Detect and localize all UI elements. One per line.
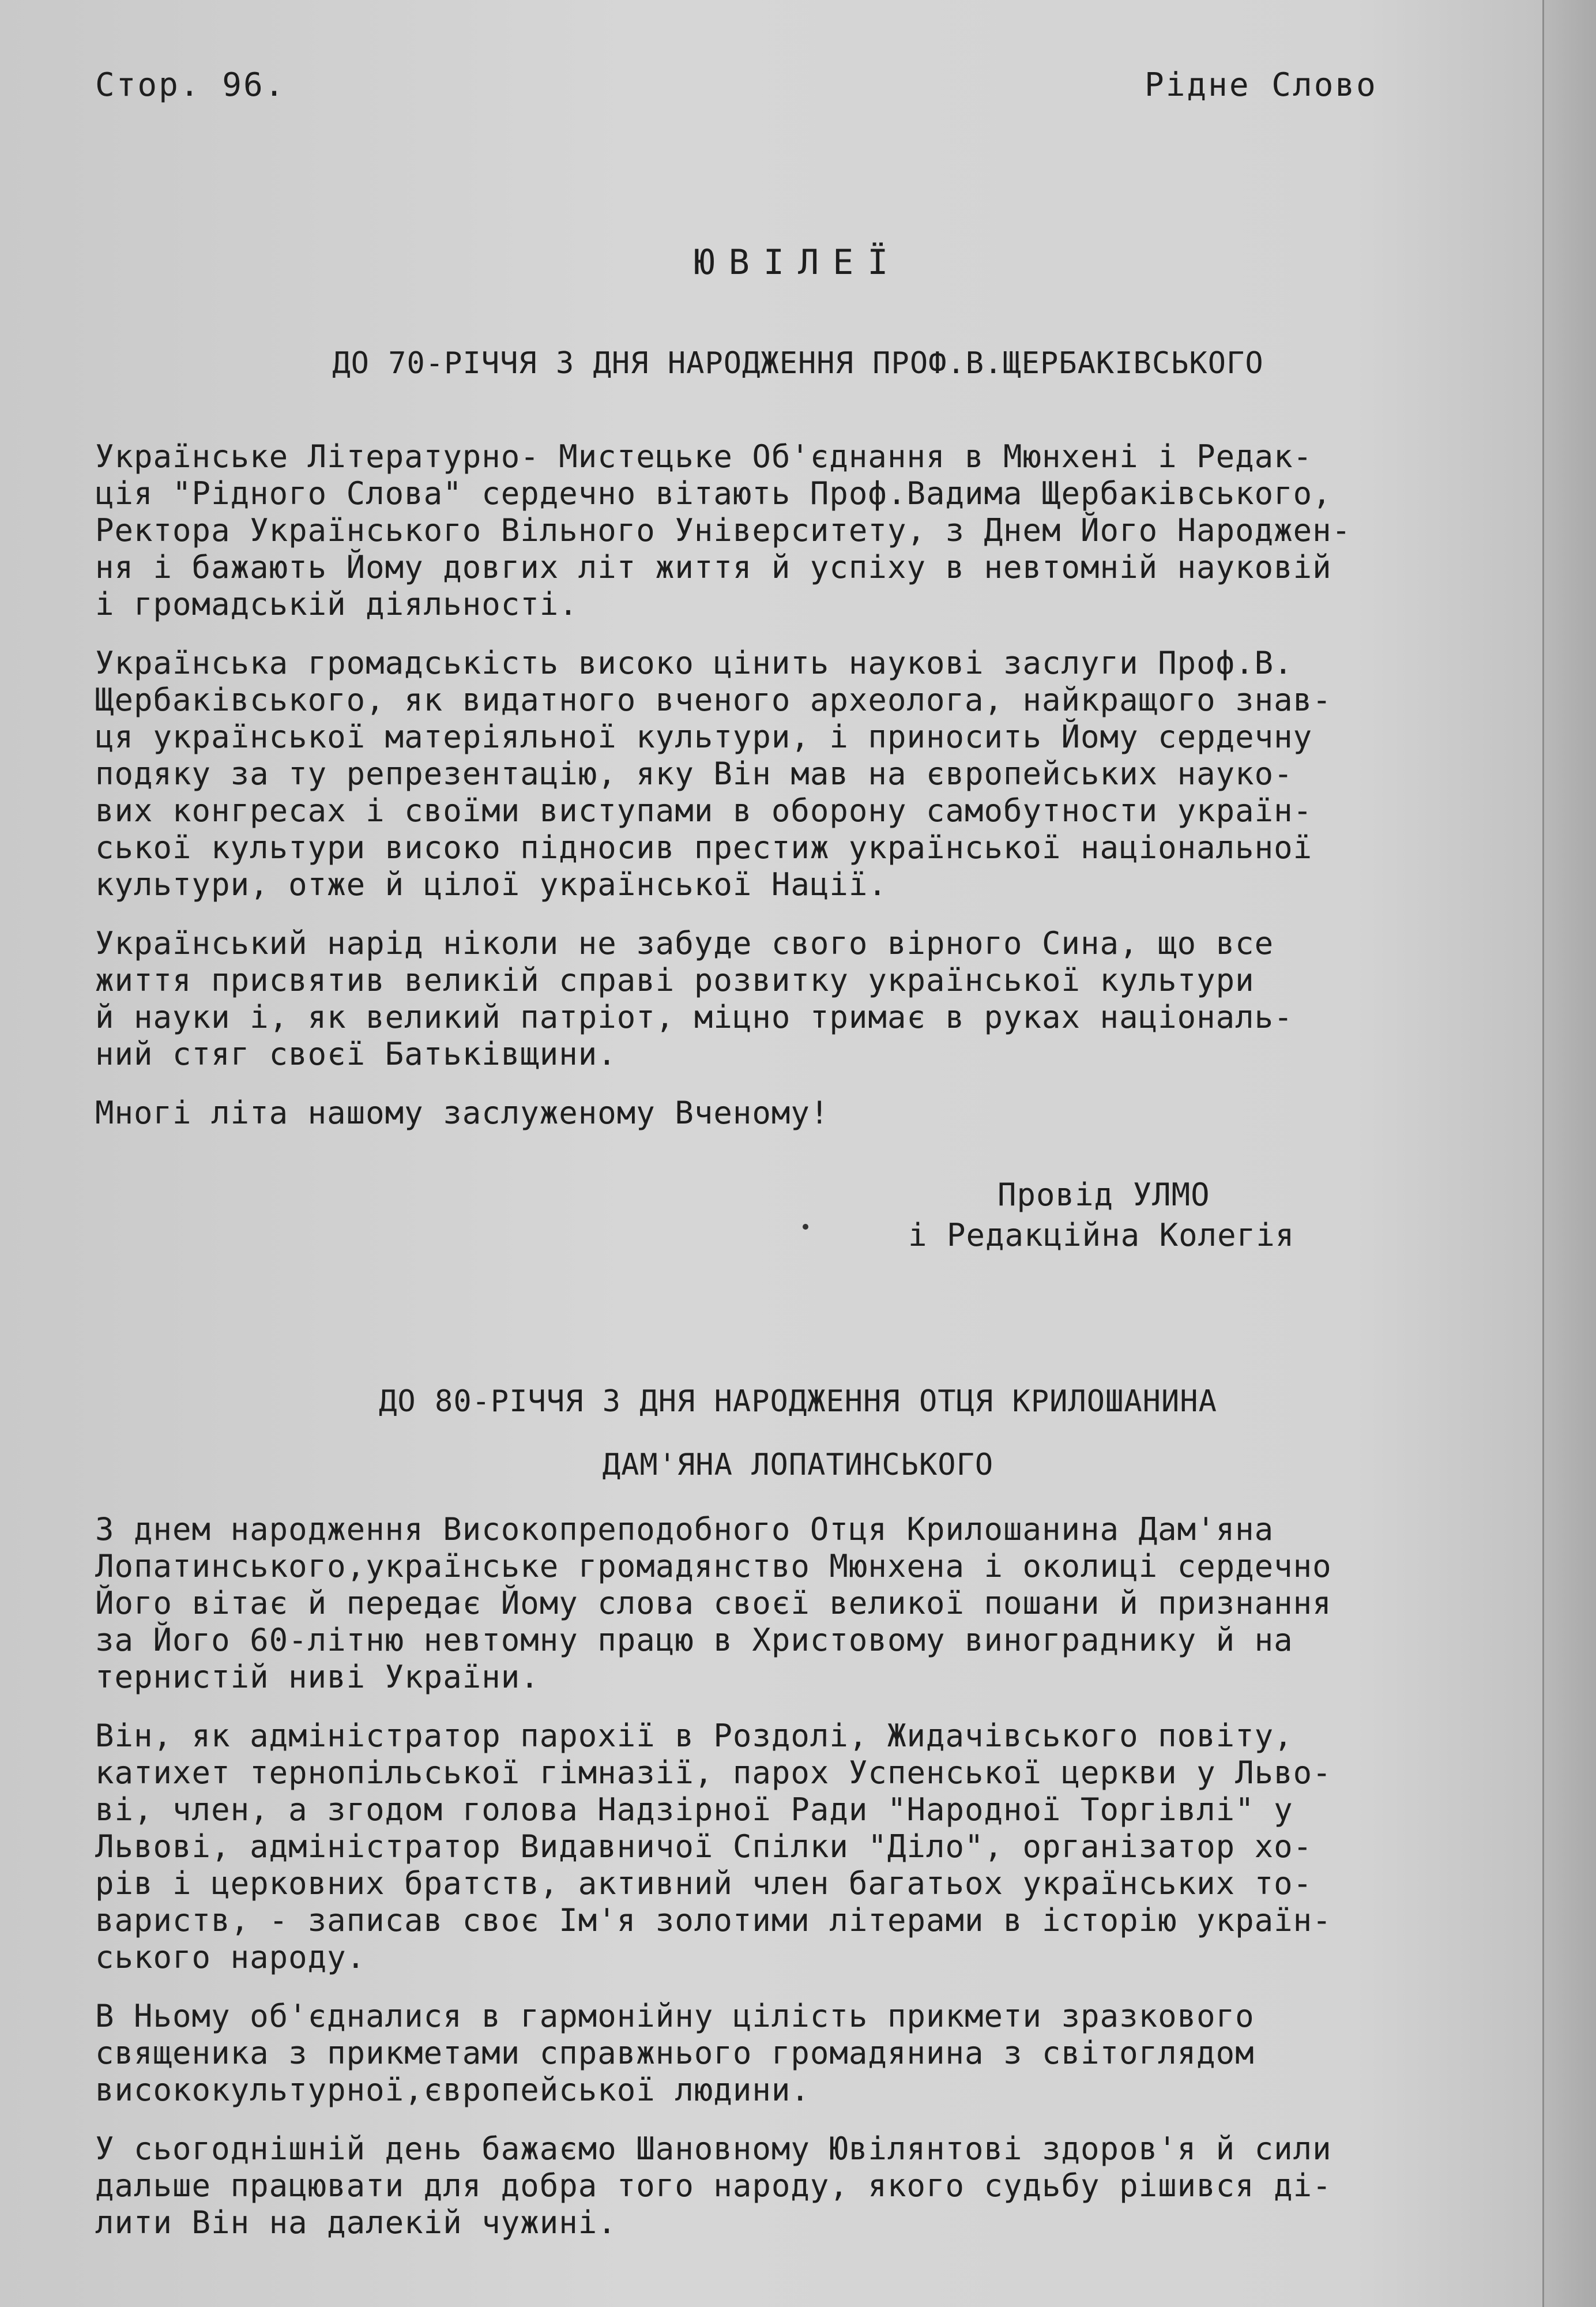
- section2-paragraph-3: В Ньому об'єдналися в гармонійну цілість прикмети зразкового священика з прикметами справжнього громадянина з світоглядом висококультурної,європейської людини.: [95, 1998, 1255, 2108]
- section1-paragraph-3: Український нарід ніколи не забуде свого вірного Сина, що все життя присвятив великій справі розвитку української культури й науки і, як великий патріот, міцно тримає в руках національ- ний стяг своєї Батьківщини.: [95, 925, 1293, 1072]
- signature-line-2: і Редакційна Колегія: [908, 1217, 1295, 1253]
- section2-body: [95, 1511, 1511, 2263]
- section2-paragraph-2: Він, як адміністратор парохії в Роздолі, Жидачівського повіту, катихет тернопільської гімназії, парох Успенської церкви у Льво- ві, член, а згодом голова Надзірної Ради "Народної Торгівлі" у Львові, адміністратор Видавничої Спілки "Діло", організатор хо- рів і церковних братств, активний член багатьох українських то- вариств, - записав своє Ім'я золотими літерами в історію україн- ського народу.: [95, 1718, 1332, 1975]
- page-number: Стор. 96.: [95, 66, 286, 104]
- section1-paragraph-4: Многі літа нашому заслуженому Вченому!: [95, 1095, 830, 1131]
- section2-heading-line-2: ДАМ'ЯНА ЛОПАТИНСЬКОГО: [602, 1448, 994, 1482]
- publication-name: Рідне Слово: [1145, 66, 1377, 104]
- section1-heading: ДО 70-РІЧЧЯ З ДНЯ НАРОДЖЕННЯ ПРОФ.В.ЩЕРБАКІВСЬКОГО: [332, 346, 1264, 381]
- signature-line-1: Провід УЛМО: [998, 1177, 1210, 1213]
- section2-paragraph-4: У сьогоднішній день бажаємо Шановному Ювілянтові здоров'я й сили дальше працювати для добра того народу, якого судьбу рішився ді- лити Він на далекій чужині.: [95, 2131, 1332, 2241]
- section2-heading-line-1: ДО 80-РІЧЧЯ З ДНЯ НАРОДЖЕННЯ ОТЦЯ КРИЛОШАНИНА: [379, 1384, 1217, 1419]
- section1-paragraph-2: Українська громадськість високо цінить наукові заслуги Проф.В. Щербаківського, як видатного вченого археолога, найкращого знав- ця української матеріяльної культури, і приносить Йому сердечну подяку за ту репрезентацію, яку Він мав на європейських науко- вих конгресах і своїми виступами в оборону самобутности україн- ської культури високо підносив престиж української національної культури, отже й цілої української Нації.: [95, 645, 1332, 903]
- section2-paragraph-1: З днем народження Високопреподобного Отця Крилошанина Дам'яна Лопатинського,українське громадянство Мюнхена і околиці сердечно Його вітає й передає Йому слова своєї великої пошани й признання за Його 60-літню невтомну працю в Христовому винограднику й на тернистій ниві України.: [95, 1511, 1332, 1695]
- page-title: ЮВІЛЕЇ: [694, 242, 902, 283]
- section1-paragraph-1: Українське Літературно- Мистецьке Об'єднання в Мюнхені і Редак- ція "Рідного Слова" сердечно вітають Проф.Вадима Щербаківського, Ректора Українського Вільного Університету, з Днем Його Народжен- ня і бажають Йому довгих літ життя й успіху в невтомній науковій і громадській діяльності.: [95, 438, 1352, 622]
- section1-body: [95, 438, 1511, 1154]
- ink-dot: [803, 1224, 808, 1230]
